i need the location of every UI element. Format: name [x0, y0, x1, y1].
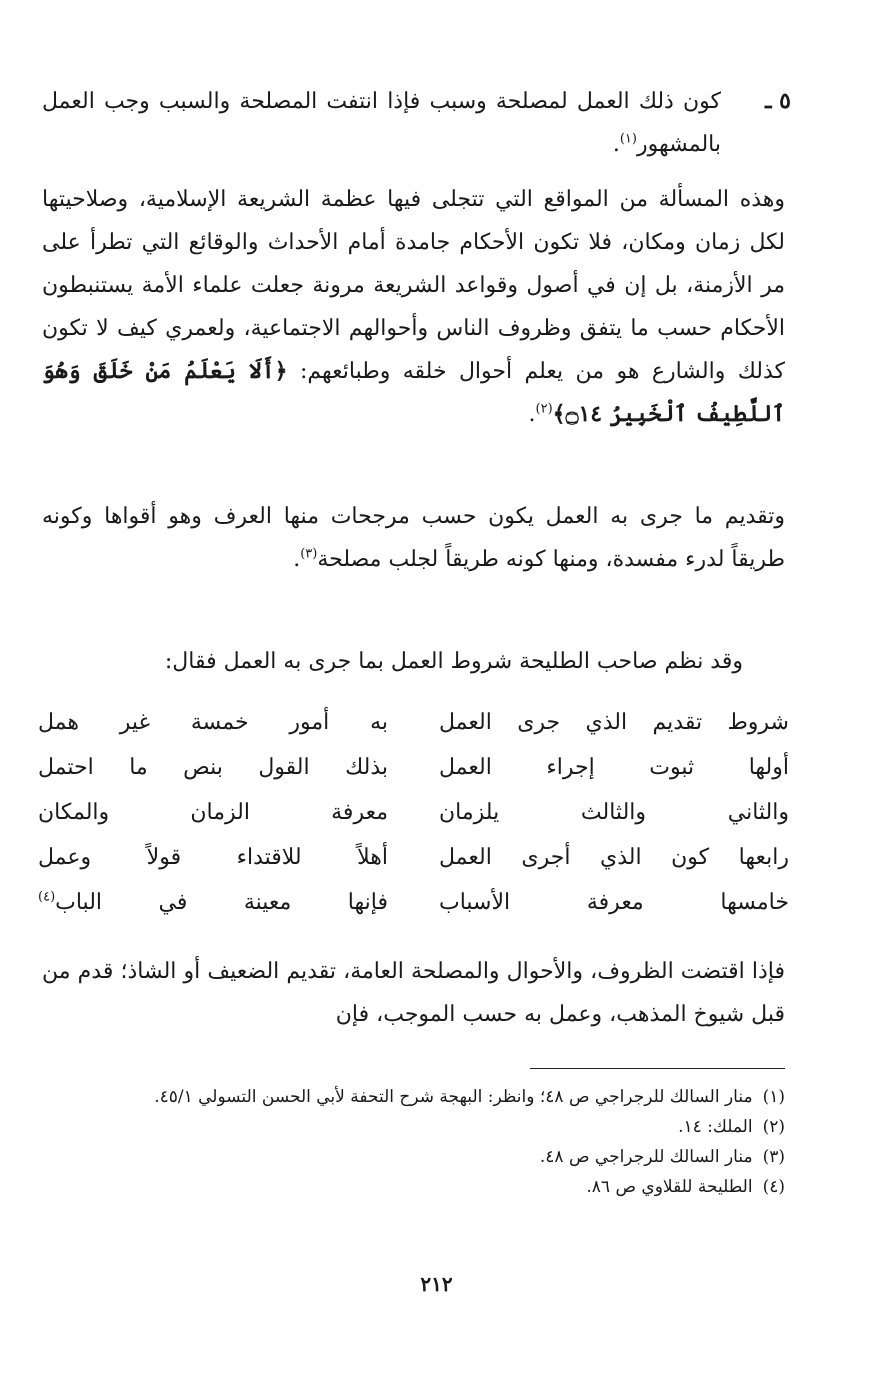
paragraph-text: وتقديم ما جرى به العمل يكون حسب مرجحات منها العرف وهو أقواها وكونه طريقاً لدرء مفسدة، ومنها كونه طريقاً لجلب مصلحة	[42, 504, 785, 572]
item-5-paragraph: كون ذلك العمل لمصلحة وسبب فإذا انتفت المصلحة والسبب وجب العمل بالمشهور$^{(١)}$.	[42, 89, 721, 157]
poem-second-hemistich: أهلاً للاقتداء قولاً وعمل	[38, 845, 388, 870]
footnote-text: الطليحة للقلاوي ص ٨٦.	[586, 1177, 753, 1197]
footnote-ref-2[interactable]: (٢)	[535, 401, 553, 417]
poem-second-hemistich: بذلك القول بنص ما احتمل	[38, 755, 388, 780]
item-number: ٥ ـ	[765, 88, 791, 114]
footnote-ref-4[interactable]: (٤)	[38, 889, 56, 905]
poem-first-hemistich: خامسها معرفة الأسباب	[439, 890, 789, 915]
footnote	[42, 1172, 785, 1202]
poem-verse	[38, 835, 789, 880]
paragraph-text: وهذه المسألة من المواقع التي تتجلى فيها عظمة الشريعة الإسلامية، وصلاحيتها لكل زمان ومكان، فلا تكون الأحكام جامدة أمام الأحداث والوقائع التي تطرأ على مر الأزمنة، بل إن في أصول وقواعد الشريعة مرونة جعلت علماء الأمة يستنبطون الأحكام حسب ما يتفق وظروف الناس وأحوالهم الاجتماعية، ولعمري كيف لا تكون كذلك والشارع هو من يعلم أحوال خلقه وطبائعهم:	[42, 187, 785, 384]
footnote-ref-3[interactable]: (٣)	[300, 546, 318, 562]
quran-verse: ﴿أَلَا يَعْلَمُ مَنْ خَلَقَ وَهُوَ ٱللَّطِيفُ ٱلْخَبِيرُ ۝١٤﴾	[42, 358, 785, 427]
poem-intro: وقد نظم صاحب الطليحة شروط العمل بما جرى به العمل فقال:	[164, 649, 743, 674]
page-number: ٢١٢	[420, 1272, 453, 1296]
poem	[38, 700, 789, 925]
poem-second-hemistich: فإنها معينة في الباب$^{(٤)}$	[38, 889, 388, 915]
footnote	[42, 1082, 785, 1112]
paragraph-sharia-flexibility: وهذه المسألة من المواقع التي تتجلى فيها عظمة الشريعة الإسلامية، وصلاحيتها لكل زمان ومكان، فلا تكون الأحكام جامدة أمام الأحداث والوقائع التي تطرأ على مر الأزمنة، بل إن في أصول وقواعد الشريعة مرونة جعلت علماء الأمة يستنبطون الأحكام حسب ما يتفق وظروف الناس وأحوالهم الاجتماعية، ولعمري كيف لا تكون كذلك والشارع هو من يعلم أحوال خلقه وطبائعهم: ﴿أَلَا يَعْلَمُ مَنْ خَلَقَ وَهُوَ ٱللَّطِيفُ ٱلْخَبِيرُ ۝١٤﴾$^{(٢)}$.	[42, 187, 785, 427]
footnote-number: (٣)	[762, 1147, 785, 1167]
footnotes	[42, 1082, 785, 1202]
poem-verse	[38, 700, 789, 745]
paragraph-conclusion: فإذا اقتضت الظروف، والأحوال والمصلحة العامة، تقديم الضعيف أو الشاذ؛ قدم من قبل شيوخ المذهب، وعمل به حسب الموجب، فإن	[42, 959, 785, 1027]
footnote	[42, 1112, 785, 1142]
footnote-number: (٢)	[762, 1117, 785, 1137]
poem-verse	[38, 880, 789, 925]
footnote-text: منار السالك للرجراجي ص ٤٨.	[539, 1147, 753, 1167]
item-5-text: كون ذلك العمل لمصلحة وسبب فإذا انتفت المصلحة والسبب وجب العمل بالمشهور	[42, 89, 721, 157]
poem-first-hemistich: شروط تقديم الذي جرى العمل	[439, 710, 789, 735]
poem-verse	[38, 745, 789, 790]
footnote-text: منار السالك للرجراجي ص ٤٨؛ وانظر: البهجة شرح التحفة لأبي الحسن التسولي ٤٥/١.	[154, 1087, 753, 1107]
poem-first-hemistich: أولها ثبوت إجراء العمل	[439, 755, 789, 780]
paragraph-preferences: وتقديم ما جرى به العمل يكون حسب مرجحات منها العرف وهو أقواها وكونه طريقاً لدرء مفسدة، ومنها كونه طريقاً لجلب مصلحة$^{(٣)}$.	[42, 504, 785, 572]
footnote-number: (١)	[762, 1087, 785, 1107]
poem-second-hemistich: معرفة الزمان والمكان	[38, 800, 388, 825]
footnote-divider	[530, 1068, 785, 1069]
poem-first-hemistich: والثاني والثالث يلزمان	[439, 800, 789, 825]
footnote-number: (٤)	[762, 1177, 785, 1197]
poem-second-hemistich: به أمور خمسة غير همل	[38, 710, 388, 735]
poem-first-hemistich: رابعها كون الذي أجرى العمل	[439, 845, 789, 870]
footnote-ref-1[interactable]: (١)	[619, 131, 637, 147]
footnote-text: الملك: ١٤.	[678, 1117, 753, 1137]
footnote	[42, 1142, 785, 1172]
poem-verse	[38, 790, 789, 835]
